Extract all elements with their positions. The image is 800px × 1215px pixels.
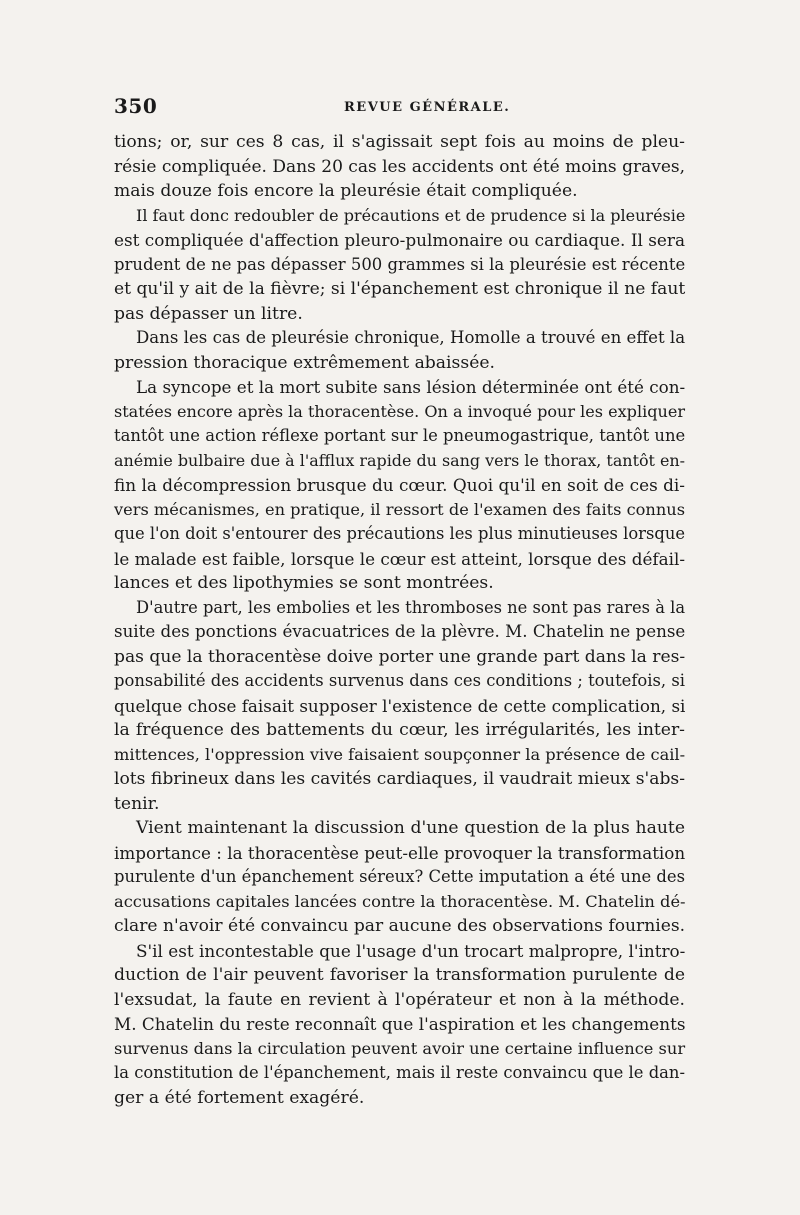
body-text xyxy=(114,130,685,1110)
text-line: M. Chatelin du reste reconnaît que l'aspiration et les changements xyxy=(114,1014,686,1034)
text-line: le malade est faible, lorsque le cœur est atteint, lorsque des défail- xyxy=(114,548,686,569)
text-line: Vient maintenant la discussion d'une question de la plus haute xyxy=(136,818,685,838)
text-line: S'il est incontestable que l'usage d'un trocart malpropre, l'intro- xyxy=(136,940,686,961)
text-line: purulente d'un épanchement séreux? Cette imputation a été une des xyxy=(114,867,685,886)
text-line: et qu'il y ait de la fièvre; si l'épanchement est chronique il ne faut xyxy=(114,279,686,299)
text-line: Il faut donc redoubler de précautions et de prudence si la pleurésie xyxy=(136,205,686,225)
text-line: clare n'avoir été convaincu par aucune des observations fournies. xyxy=(114,916,686,936)
text-line: tenir. xyxy=(114,793,160,814)
text-line: statées encore après la thoracentèse. On a invoqué pour les expliquer xyxy=(114,401,685,421)
page-header xyxy=(114,94,684,122)
text-line: quelque chose faisait supposer l'existence de cette complication, si xyxy=(114,695,686,716)
text-line: importance : la thoracentèse peut-elle provoquer la transformation xyxy=(114,842,686,863)
text-line: mittences, l'oppression vive faisaient soupçonner la présence de cail- xyxy=(114,744,686,764)
text-line: La syncope et la mort subite sans lésion déterminée ont été con- xyxy=(136,377,686,397)
text-line: Dans les cas de pleurésie chronique, Homolle a trouvé en effet la xyxy=(136,328,686,347)
text-line: duction de l'air peuvent favoriser la transformation purulente de xyxy=(114,965,685,985)
text-line: anémie bulbaire due à l'afflux rapide du sang vers le thorax, tantôt en- xyxy=(114,450,686,470)
text-line: fin la décompression brusque du cœur. Quoi qu'il en soit de ces di- xyxy=(114,475,685,495)
text-line: est compliquée d'affection pleuro-pulmonaire ou cardiaque. Il sera xyxy=(114,230,685,250)
text-line: ger a été fortement exagéré. xyxy=(114,1087,365,1108)
text-line: l'exsudat, la faute en revient à l'opérateur et non à la méthode. xyxy=(114,989,685,1010)
text-line: résie compliquée. Dans 20 cas les accidents ont été moins graves, xyxy=(114,156,686,177)
text-line: tantôt une action réflexe portant sur le pneumogastrique, tantôt une xyxy=(114,426,686,445)
page-number: 350 xyxy=(114,94,158,118)
text-line: vers mécanismes, en pratique, il ressort de l'examen des faits connus xyxy=(114,499,685,519)
text-line: ponsabilité des accidents survenus dans ces conditions ; toutefois, si xyxy=(114,671,685,690)
text-line: lots fibrineux dans les cavités cardiaques, il vaudrait mieux s'abs- xyxy=(114,769,685,789)
running-title: REVUE GÉNÉRALE. xyxy=(344,100,511,115)
text-line: accusations capitales lancées contre la thoracentèse. M. Chatelin dé- xyxy=(114,891,686,911)
text-line: pression thoracique extrêmement abaissée. xyxy=(114,352,496,373)
text-line: prudent de ne pas dépasser 500 grammes si la pleurésie est récente xyxy=(114,254,686,274)
text-line: que l'on doit s'entourer des précautions les plus minutieuses lorsque xyxy=(114,524,685,543)
text-line: D'autre part, les embolies et les thromboses ne sont pas rares à la xyxy=(136,597,686,617)
text-line: la constitution de l'épanchement, mais il reste convaincu que le dan- xyxy=(114,1063,685,1082)
text-line: pas que la thoracentèse doive porter une grande part dans la res- xyxy=(114,646,686,667)
text-line: la fréquence des battements du cœur, les irrégularités, les inter- xyxy=(114,720,685,740)
text-line: tions; or, sur ces 8 cas, il s'agissait sept fois au moins de pleu- xyxy=(114,132,685,152)
text-line: lances et des lipothymies se sont montrées. xyxy=(114,573,494,593)
text-line: suite des ponctions évacuatrices de la plèvre. M. Chatelin ne pense xyxy=(114,622,686,641)
text-line: survenus dans la circulation peuvent avoir une certaine influence sur xyxy=(114,1038,686,1058)
text-line: pas dépasser un litre. xyxy=(114,303,303,324)
text-line: mais douze fois encore la pleurésie était compliquée. xyxy=(114,181,578,201)
